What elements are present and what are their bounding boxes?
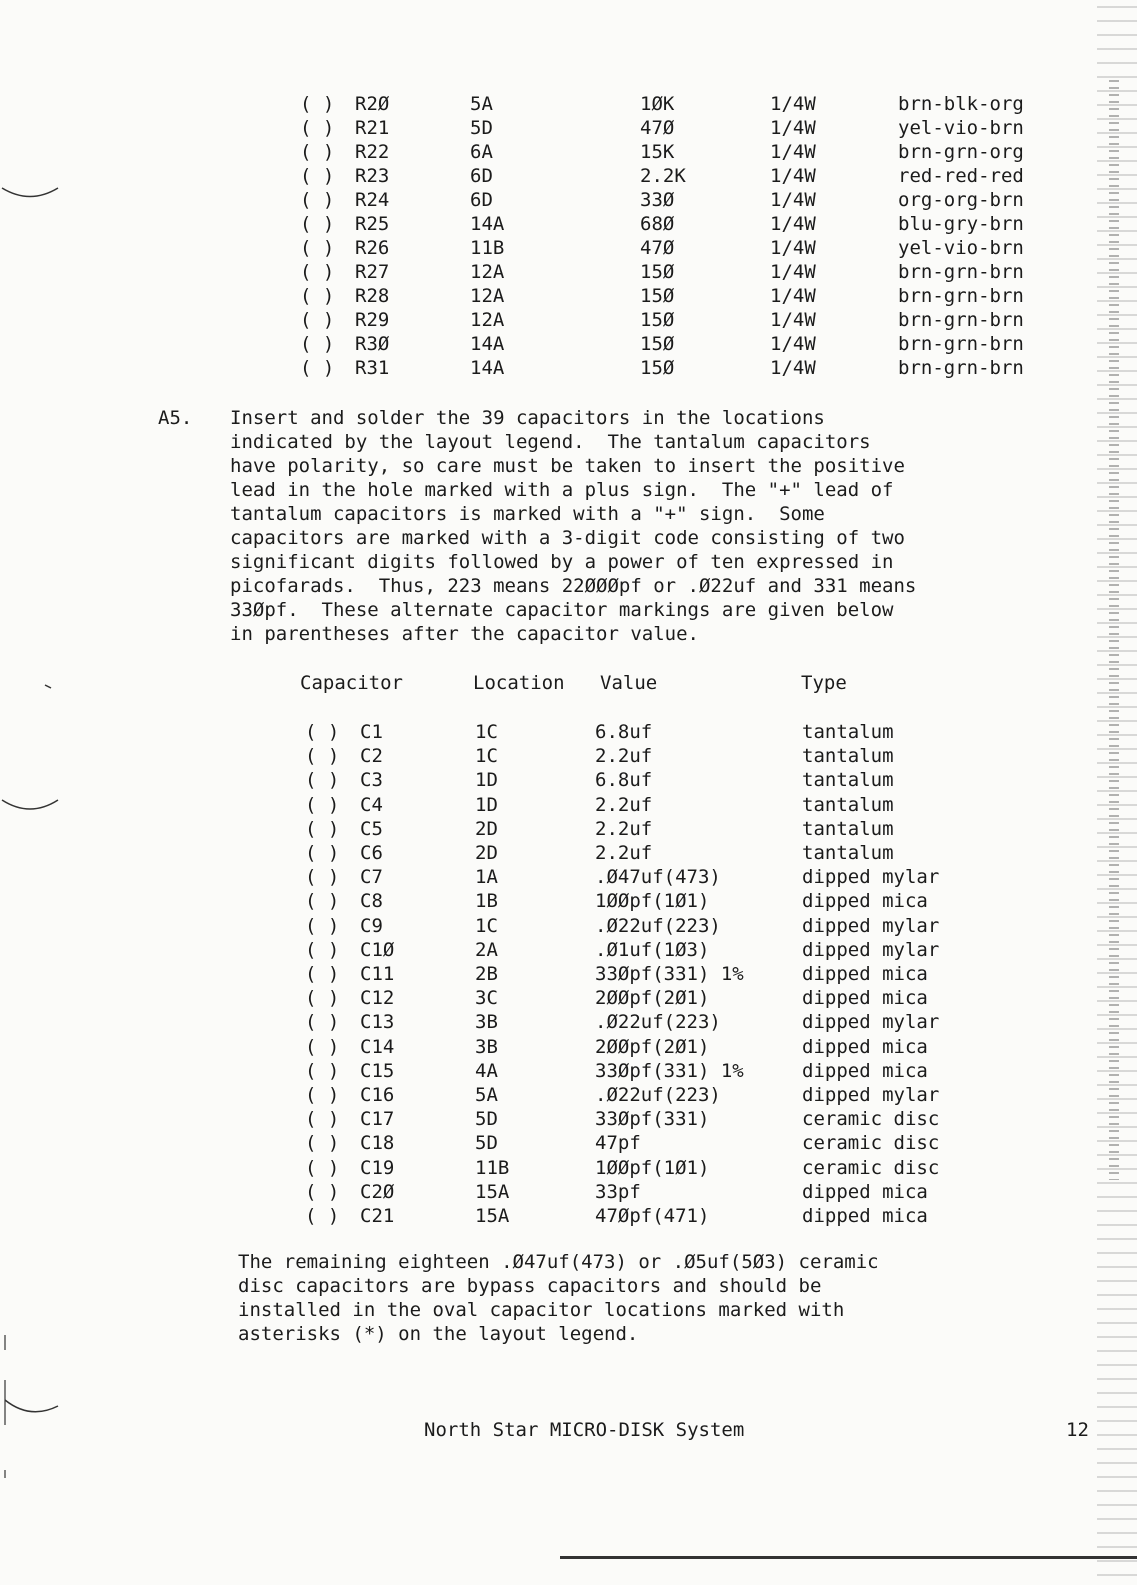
capacitor-value: 2ØØpf(2Ø1) bbox=[595, 987, 710, 1010]
capacitor-ref: C18 bbox=[360, 1132, 395, 1155]
capacitor-table bbox=[305, 720, 1005, 1230]
checkbox-mark[interactable]: ( ) bbox=[305, 1180, 340, 1203]
capacitor-location: 2D bbox=[475, 842, 498, 864]
resistor-wattage: 1/4W bbox=[770, 93, 816, 115]
resistor-wattage: 1/4W bbox=[770, 237, 816, 259]
capacitor-location: 5D bbox=[475, 1132, 498, 1155]
resistor-location: 6A bbox=[470, 141, 493, 163]
step-paragraph bbox=[230, 406, 1110, 646]
resistor-wattage: 1/4W bbox=[770, 141, 816, 163]
resistor-ref: R24 bbox=[355, 189, 390, 211]
checkbox-mark[interactable]: ( ) bbox=[305, 938, 340, 961]
capacitor-row bbox=[305, 962, 1005, 986]
resistor-value: 15Ø bbox=[640, 261, 675, 283]
resistor-ref: R31 bbox=[355, 357, 390, 379]
capacitor-ref: C1Ø bbox=[360, 938, 395, 961]
checkbox-mark[interactable]: ( ) bbox=[305, 1084, 340, 1106]
capacitor-value: .Ø22uf(223) bbox=[595, 914, 721, 937]
resistor-location: 14A bbox=[470, 213, 505, 235]
checkbox-mark[interactable]: ( ) bbox=[300, 93, 335, 115]
resistor-ref: R28 bbox=[355, 285, 390, 307]
capacitor-row bbox=[305, 938, 1005, 962]
capacitor-location: 5A bbox=[475, 1084, 498, 1106]
resistor-color-code: brn-grn-brn bbox=[898, 309, 1024, 331]
capacitor-row bbox=[305, 768, 1005, 792]
capacitor-value: 2.2uf bbox=[595, 842, 653, 864]
step-line: significant digits followed by a power of ten expressed in bbox=[230, 551, 894, 573]
capacitor-type: dipped mylar bbox=[802, 938, 940, 961]
checkbox-mark[interactable]: ( ) bbox=[300, 213, 335, 235]
capacitor-type: tantalum bbox=[802, 769, 894, 792]
capacitor-row bbox=[305, 1204, 1005, 1228]
closing-line: The remaining eighteen .Ø47uf(473) or .Ø5uf(5Ø3) ceramic bbox=[238, 1251, 879, 1273]
capacitor-type: tantalum bbox=[802, 745, 894, 768]
checkbox-mark[interactable]: ( ) bbox=[300, 285, 335, 307]
resistor-ref: R27 bbox=[355, 261, 390, 283]
page-number: 12 bbox=[1066, 1419, 1089, 1441]
capacitor-type: dipped mylar bbox=[802, 1084, 940, 1106]
checkbox-mark[interactable]: ( ) bbox=[300, 165, 335, 187]
resistor-color-code: red-red-red bbox=[898, 165, 1024, 187]
capacitor-ref: C21 bbox=[360, 1205, 395, 1227]
capacitor-row bbox=[305, 1156, 1005, 1180]
capacitor-location: 1C bbox=[475, 721, 498, 743]
capacitor-location: 1D bbox=[475, 793, 498, 816]
capacitor-ref: C3 bbox=[360, 769, 383, 792]
capacitor-value: 47Øpf(471) bbox=[595, 1205, 710, 1227]
resistor-value: 15Ø bbox=[640, 357, 675, 379]
resistor-location: 12A bbox=[470, 285, 505, 307]
capacitor-type: dipped mica bbox=[802, 890, 928, 913]
resistor-color-code: yel-vio-brn bbox=[898, 117, 1024, 139]
resistor-row bbox=[300, 140, 1080, 164]
resistor-value: 47Ø bbox=[640, 117, 675, 139]
resistor-value: 47Ø bbox=[640, 237, 675, 259]
capacitor-type: tantalum bbox=[802, 842, 894, 864]
capacitor-value: 33pf bbox=[595, 1180, 641, 1203]
capacitor-ref: C5 bbox=[360, 817, 383, 840]
capacitor-ref: C2Ø bbox=[360, 1180, 395, 1203]
capacitor-row bbox=[305, 817, 1005, 841]
step-line: lead in the hole marked with a plus sign. The "+" lead of bbox=[230, 479, 894, 501]
capacitor-location: 1A bbox=[475, 866, 498, 889]
step-line: in parentheses after the capacitor value. bbox=[230, 623, 699, 645]
capacitor-location: 5D bbox=[475, 1108, 498, 1131]
checkbox-mark[interactable]: ( ) bbox=[305, 721, 340, 743]
capacitor-location: 15A bbox=[475, 1180, 510, 1203]
step-line: have polarity, so care must be taken to insert the positive bbox=[230, 455, 905, 477]
resistor-wattage: 1/4W bbox=[770, 357, 816, 379]
capacitor-location: 4A bbox=[475, 1059, 498, 1082]
resistor-color-code: brn-grn-org bbox=[898, 141, 1024, 163]
capacitor-location: 3B bbox=[475, 1035, 498, 1058]
capacitor-location: 2A bbox=[475, 938, 498, 961]
resistor-wattage: 1/4W bbox=[770, 261, 816, 283]
capacitor-row bbox=[305, 1059, 1005, 1083]
checkbox-mark[interactable]: ( ) bbox=[300, 237, 335, 259]
capacitor-value: 2ØØpf(2Ø1) bbox=[595, 1035, 710, 1058]
capacitor-ref: C19 bbox=[360, 1156, 395, 1179]
closing-line: asterisks (*) on the layout legend. bbox=[238, 1323, 639, 1345]
step-line: tantalum capacitors is marked with a "+" sign. Some bbox=[230, 503, 825, 525]
checkbox-mark[interactable]: ( ) bbox=[300, 357, 335, 379]
capacitor-ref: C9 bbox=[360, 914, 383, 937]
resistor-row bbox=[300, 284, 1080, 308]
resistor-location: 12A bbox=[470, 261, 505, 283]
resistor-ref: R23 bbox=[355, 165, 390, 187]
capacitor-row bbox=[305, 1180, 1005, 1204]
capacitor-value: 2.2uf bbox=[595, 745, 653, 768]
resistor-wattage: 1/4W bbox=[770, 165, 816, 187]
checkbox-mark[interactable]: ( ) bbox=[305, 817, 340, 840]
resistor-wattage: 1/4W bbox=[770, 213, 816, 235]
resistor-color-code: brn-grn-brn bbox=[898, 285, 1024, 307]
resistor-row bbox=[300, 92, 1080, 116]
capacitor-location: 3C bbox=[475, 987, 498, 1010]
resistor-row bbox=[300, 164, 1080, 188]
capacitor-row bbox=[305, 1131, 1005, 1155]
step-line: capacitors are marked with a 3-digit code consisting of two bbox=[230, 527, 905, 549]
resistor-ref: R26 bbox=[355, 237, 390, 259]
resistor-location: 12A bbox=[470, 309, 505, 331]
resistor-color-code: brn-grn-brn bbox=[898, 333, 1024, 355]
resistor-value: 68Ø bbox=[640, 213, 675, 235]
capacitor-value: 2.2uf bbox=[595, 793, 653, 816]
capacitor-value: 6.8uf bbox=[595, 769, 653, 792]
capacitor-type: tantalum bbox=[802, 721, 894, 743]
capacitor-location: 2D bbox=[475, 817, 498, 840]
capacitor-value: 1ØØpf(1Ø1) bbox=[595, 1156, 710, 1179]
closing-line: installed in the oval capacitor locations marked with bbox=[238, 1299, 845, 1321]
capacitor-value: 2.2uf bbox=[595, 817, 653, 840]
checkbox-mark[interactable]: ( ) bbox=[305, 793, 340, 816]
checkbox-mark[interactable]: ( ) bbox=[305, 914, 340, 937]
resistor-color-code: brn-blk-org bbox=[898, 93, 1024, 115]
capacitor-location: 2B bbox=[475, 963, 498, 985]
resistor-row bbox=[300, 356, 1080, 380]
step-line: picofarads. Thus, 223 means 22ØØØpf or .Ø22uf and 331 means bbox=[230, 575, 917, 597]
step-line: Insert and solder the 39 capacitors in the locations bbox=[230, 407, 825, 429]
resistor-table bbox=[300, 92, 1080, 384]
resistor-ref: R25 bbox=[355, 213, 390, 235]
capacitor-ref: C4 bbox=[360, 793, 383, 816]
resistor-row bbox=[300, 188, 1080, 212]
capacitor-type: ceramic disc bbox=[802, 1108, 940, 1131]
resistor-ref: R3Ø bbox=[355, 333, 390, 355]
checkbox-mark[interactable]: ( ) bbox=[305, 890, 340, 913]
resistor-ref: R21 bbox=[355, 117, 390, 139]
capacitor-location: 1C bbox=[475, 745, 498, 768]
resistor-color-code: brn-grn-brn bbox=[898, 261, 1024, 283]
resistor-color-code: brn-grn-brn bbox=[898, 357, 1024, 379]
capacitor-value: .Ø22uf(223) bbox=[595, 1011, 721, 1034]
capacitor-type: tantalum bbox=[802, 817, 894, 840]
resistor-color-code: yel-vio-brn bbox=[898, 237, 1024, 259]
resistor-row bbox=[300, 116, 1080, 140]
capacitor-value: 33Øpf(331) 1% bbox=[595, 1059, 744, 1082]
capacitor-ref: C15 bbox=[360, 1059, 395, 1082]
header-value: Value bbox=[600, 672, 658, 694]
capacitor-type: dipped mica bbox=[802, 987, 928, 1010]
resistor-location: 14A bbox=[470, 357, 505, 379]
capacitor-value: 6.8uf bbox=[595, 721, 653, 743]
resistor-location: 5A bbox=[470, 93, 493, 115]
resistor-location: 5D bbox=[470, 117, 493, 139]
capacitor-row bbox=[305, 720, 1005, 744]
checkbox-mark[interactable]: ( ) bbox=[305, 987, 340, 1010]
resistor-value: 15Ø bbox=[640, 309, 675, 331]
resistor-value: 33Ø bbox=[640, 189, 675, 211]
capacitor-row bbox=[305, 744, 1005, 768]
checkbox-mark[interactable]: ( ) bbox=[305, 1108, 340, 1131]
capacitor-type: dipped mica bbox=[802, 1180, 928, 1203]
checkbox-mark[interactable]: ( ) bbox=[305, 745, 340, 768]
capacitor-ref: C17 bbox=[360, 1108, 395, 1131]
capacitor-location: 1D bbox=[475, 769, 498, 792]
step-label: A5. bbox=[158, 407, 193, 429]
capacitor-value: 33Øpf(331) 1% bbox=[595, 963, 744, 985]
header-capacitor: Capacitor bbox=[300, 672, 403, 694]
capacitor-row bbox=[305, 1010, 1005, 1034]
capacitor-type: dipped mica bbox=[802, 1059, 928, 1082]
scan-edge-noise-dark bbox=[1109, 80, 1119, 1180]
resistor-wattage: 1/4W bbox=[770, 117, 816, 139]
checkbox-mark[interactable]: ( ) bbox=[305, 963, 340, 985]
capacitor-row bbox=[305, 1107, 1005, 1131]
checkbox-mark[interactable]: ( ) bbox=[300, 261, 335, 283]
capacitor-value: 1ØØpf(1Ø1) bbox=[595, 890, 710, 913]
capacitor-type: dipped mica bbox=[802, 1205, 928, 1227]
checkbox-mark[interactable]: ( ) bbox=[305, 1156, 340, 1179]
capacitor-ref: C6 bbox=[360, 842, 383, 864]
checkbox-mark[interactable]: ( ) bbox=[305, 866, 340, 889]
checkbox-mark[interactable]: ( ) bbox=[305, 1132, 340, 1155]
checkbox-mark[interactable]: ( ) bbox=[305, 1205, 340, 1227]
capacitor-table-header bbox=[300, 671, 900, 697]
closing-paragraph bbox=[238, 1250, 1118, 1346]
capacitor-location: 15A bbox=[475, 1205, 510, 1227]
resistor-location: 6D bbox=[470, 165, 493, 187]
resistor-value: 2.2K bbox=[640, 165, 686, 187]
resistor-wattage: 1/4W bbox=[770, 285, 816, 307]
checkbox-mark[interactable]: ( ) bbox=[300, 333, 335, 355]
resistor-location: 14A bbox=[470, 333, 505, 355]
capacitor-ref: C12 bbox=[360, 987, 395, 1010]
capacitor-type: ceramic disc bbox=[802, 1156, 940, 1179]
capacitor-location: 1B bbox=[475, 890, 498, 913]
resistor-location: 6D bbox=[470, 189, 493, 211]
footer-title: North Star MICRO-DISK System bbox=[424, 1419, 745, 1441]
checkbox-mark[interactable]: ( ) bbox=[305, 1035, 340, 1058]
capacitor-value: .Ø47uf(473) bbox=[595, 866, 721, 889]
capacitor-type: dipped mylar bbox=[802, 914, 940, 937]
capacitor-location: 3B bbox=[475, 1011, 498, 1034]
capacitor-type: dipped mica bbox=[802, 1035, 928, 1058]
header-location: Location bbox=[473, 672, 565, 694]
capacitor-ref: C16 bbox=[360, 1084, 395, 1106]
resistor-row bbox=[300, 332, 1080, 356]
resistor-color-code: blu-gry-brn bbox=[898, 213, 1024, 235]
bottom-rule bbox=[560, 1556, 1137, 1559]
resistor-location: 11B bbox=[470, 237, 505, 259]
resistor-ref: R2Ø bbox=[355, 93, 390, 115]
capacitor-value: .Ø1uf(1Ø3) bbox=[595, 938, 710, 961]
capacitor-row bbox=[305, 914, 1005, 938]
resistor-wattage: 1/4W bbox=[770, 309, 816, 331]
resistor-value: 1ØK bbox=[640, 93, 675, 115]
capacitor-row bbox=[305, 1083, 1005, 1107]
capacitor-ref: C13 bbox=[360, 1011, 395, 1034]
checkbox-mark[interactable]: ( ) bbox=[300, 309, 335, 331]
resistor-row bbox=[300, 212, 1080, 236]
capacitor-ref: C11 bbox=[360, 963, 395, 985]
capacitor-row bbox=[305, 841, 1005, 865]
closing-line: disc capacitors are bypass capacitors and should be bbox=[238, 1275, 822, 1297]
checkbox-mark[interactable]: ( ) bbox=[300, 189, 335, 211]
capacitor-value: 33Øpf(331) bbox=[595, 1108, 710, 1131]
capacitor-row bbox=[305, 889, 1005, 913]
resistor-ref: R29 bbox=[355, 309, 390, 331]
resistor-wattage: 1/4W bbox=[770, 189, 816, 211]
checkbox-mark[interactable]: ( ) bbox=[305, 1011, 340, 1034]
resistor-value: 15Ø bbox=[640, 285, 675, 307]
capacitor-row bbox=[305, 986, 1005, 1010]
resistor-value: 15K bbox=[640, 141, 675, 163]
capacitor-location: 1C bbox=[475, 914, 498, 937]
checkbox-mark[interactable]: ( ) bbox=[300, 117, 335, 139]
resistor-row bbox=[300, 260, 1080, 284]
capacitor-row bbox=[305, 793, 1005, 817]
capacitor-ref: C14 bbox=[360, 1035, 395, 1058]
capacitor-ref: C1 bbox=[360, 721, 383, 743]
capacitor-ref: C7 bbox=[360, 866, 383, 889]
header-type: Type bbox=[801, 672, 847, 694]
resistor-row bbox=[300, 236, 1080, 260]
checkbox-mark[interactable]: ( ) bbox=[300, 141, 335, 163]
capacitor-value: .Ø22uf(223) bbox=[595, 1084, 721, 1106]
capacitor-row bbox=[305, 1035, 1005, 1059]
capacitor-type: dipped mica bbox=[802, 963, 928, 985]
resistor-row bbox=[300, 308, 1080, 332]
checkbox-mark[interactable]: ( ) bbox=[305, 769, 340, 792]
capacitor-type: tantalum bbox=[802, 793, 894, 816]
capacitor-ref: C8 bbox=[360, 890, 383, 913]
step-line: indicated by the layout legend. The tantalum capacitors bbox=[230, 431, 871, 453]
resistor-ref: R22 bbox=[355, 141, 390, 163]
resistor-color-code: org-org-brn bbox=[898, 189, 1024, 211]
binder-hole-marks bbox=[0, 0, 80, 1585]
capacitor-location: 11B bbox=[475, 1156, 510, 1179]
capacitor-value: 47pf bbox=[595, 1132, 641, 1155]
capacitor-type: dipped mylar bbox=[802, 1011, 940, 1034]
checkbox-mark[interactable]: ( ) bbox=[305, 1059, 340, 1082]
capacitor-type: dipped mylar bbox=[802, 866, 940, 889]
resistor-value: 15Ø bbox=[640, 333, 675, 355]
capacitor-row bbox=[305, 865, 1005, 889]
resistor-wattage: 1/4W bbox=[770, 333, 816, 355]
checkbox-mark[interactable]: ( ) bbox=[305, 842, 340, 864]
capacitor-ref: C2 bbox=[360, 745, 383, 768]
step-line: 33Øpf. These alternate capacitor markings are given below bbox=[230, 599, 894, 621]
capacitor-type: ceramic disc bbox=[802, 1132, 940, 1155]
